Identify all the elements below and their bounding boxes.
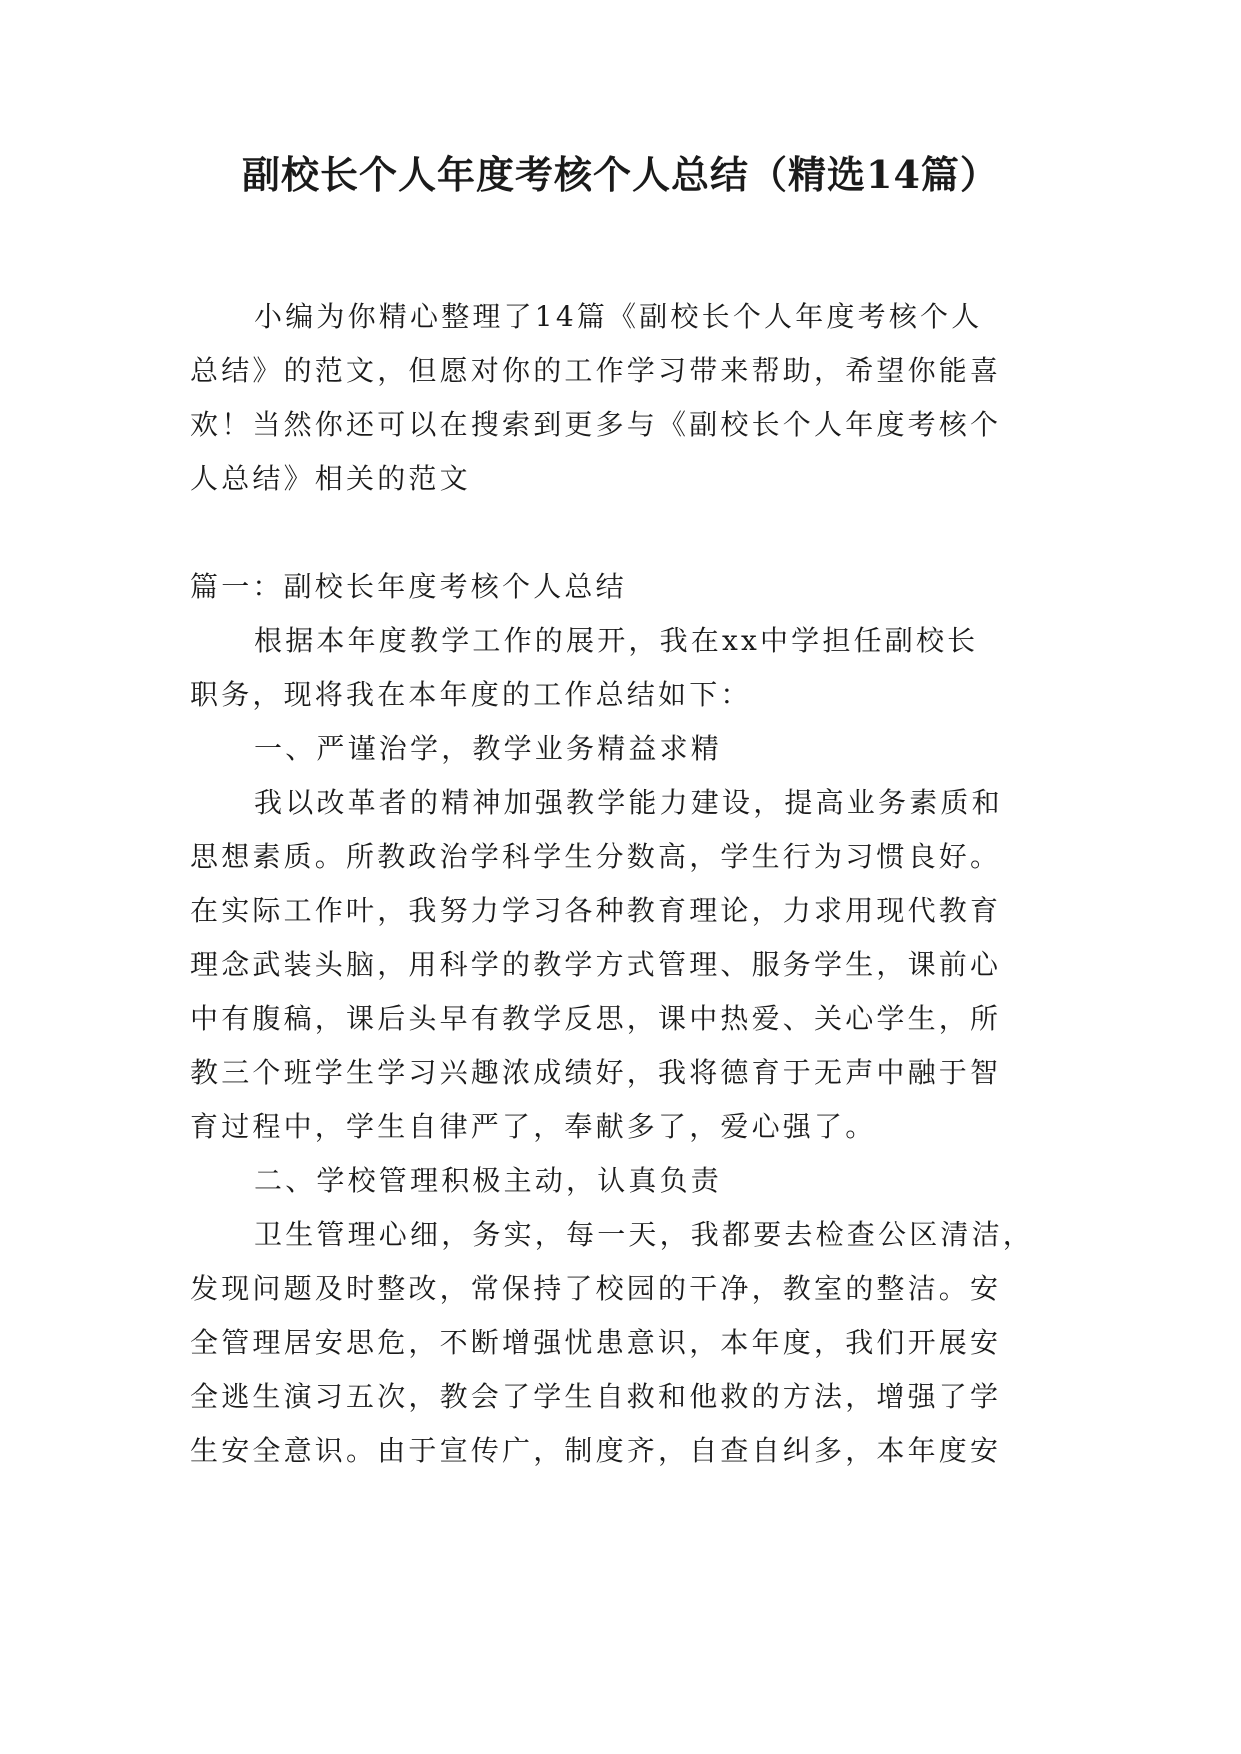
intro-line: 小编为你精心整理了14篇《副校长个人年度考核个人 xyxy=(254,300,983,333)
intro-line: 总结》的范文，但愿对你的工作学习带来帮助，希望你能喜 xyxy=(190,354,1002,387)
paragraph-1 xyxy=(190,614,1054,722)
paragraph-2 xyxy=(190,776,1054,1154)
paragraph-line: 全管理居安思危，不断增强忧患意识，本年度，我们开展安 xyxy=(190,1326,1002,1359)
subheading-1: 一、严谨治学，教学业务精益求精 xyxy=(254,732,723,765)
paragraph-line: 思想素质。所教政治学科学生分数高，学生行为习惯良好。 xyxy=(190,840,1002,873)
intro-paragraph xyxy=(190,290,1054,506)
paragraph-line: 根据本年度教学工作的展开，我在xx中学担任副校长 xyxy=(254,624,979,657)
document-body xyxy=(190,290,1054,1478)
section-heading: 篇一：副校长年度考核个人总结 xyxy=(190,570,627,603)
intro-line: 欢！当然你还可以在搜索到更多与《副校长个人年度考核个 xyxy=(190,408,1002,441)
intro-line: 人总结》相关的范文 xyxy=(190,462,471,495)
paragraph-line: 职务，现将我在本年度的工作总结如下： xyxy=(190,678,752,711)
paragraph-spacer xyxy=(190,506,1054,560)
paragraph-line: 发现问题及时整改，常保持了校园的干净，教室的整洁。安 xyxy=(190,1272,1002,1305)
paragraph-3 xyxy=(190,1208,1054,1478)
paragraph-line: 生安全意识。由于宣传广，制度齐，自查自纠多，本年度安 xyxy=(190,1434,1002,1467)
paragraph-line: 全逃生演习五次，教会了学生自救和他救的方法，增强了学 xyxy=(190,1380,1002,1413)
subheading-2: 二、学校管理积极主动，认真负责 xyxy=(254,1164,723,1197)
paragraph-line: 理念武装头脑，用科学的教学方式管理、服务学生，课前心 xyxy=(190,948,1002,981)
document-title: 副校长个人年度考核个人总结（精选14篇） xyxy=(242,152,999,197)
paragraph-line: 教三个班学生学习兴趣浓成绩好，我将德育于无声中融于智 xyxy=(190,1056,1002,1089)
paragraph-line: 在实际工作叶，我努力学习各种教育理论，力求用现代教育 xyxy=(190,894,1002,927)
paragraph-line: 中有腹稿，课后头早有教学反思，课中热爱、关心学生，所 xyxy=(190,1002,1002,1035)
paragraph-line: 我以改革者的精神加强教学能力建设，提高业务素质和 xyxy=(254,786,1003,819)
paragraph-line: 卫生管理心细，务实，每一天，我都要去检查公区清洁， xyxy=(254,1218,1035,1251)
paragraph-line: 育过程中，学生自律严了，奉献多了，爱心强了。 xyxy=(190,1110,877,1143)
